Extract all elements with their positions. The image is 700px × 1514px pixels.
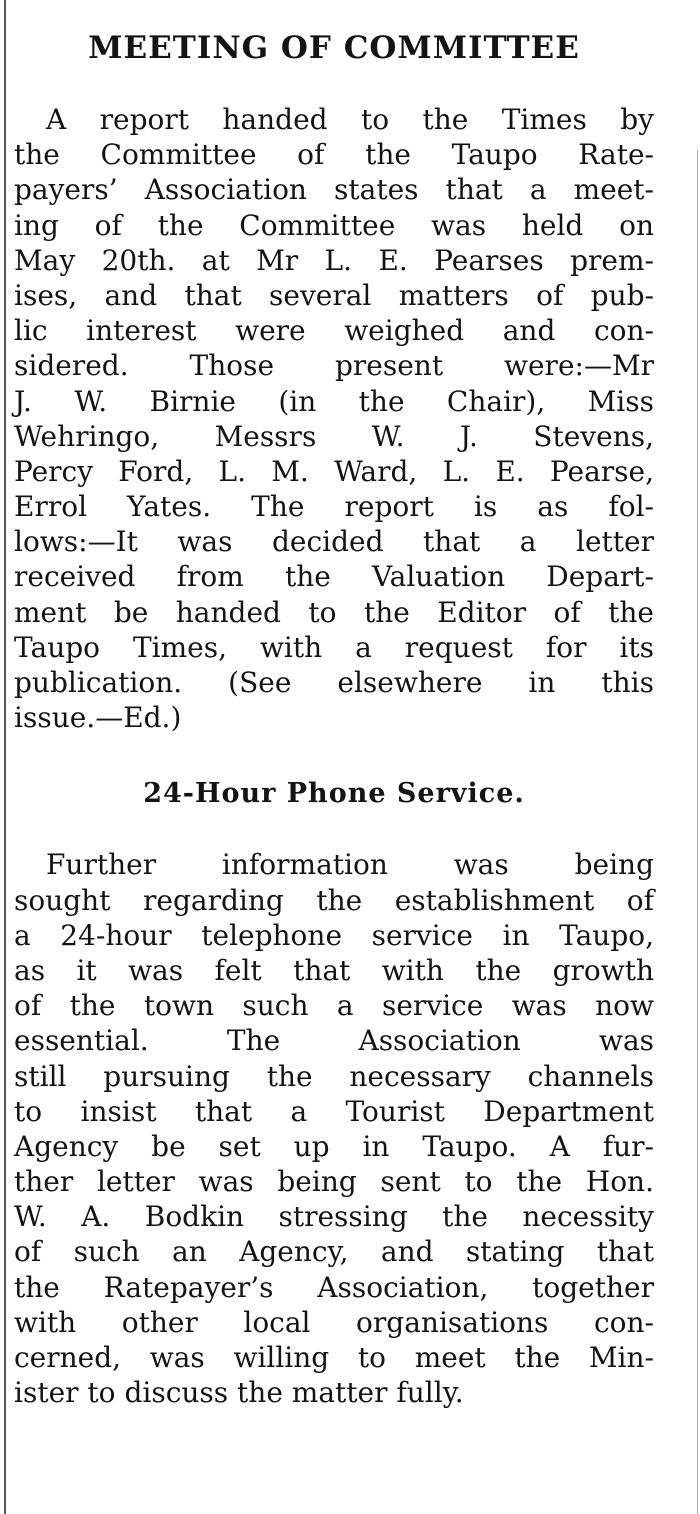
text-line: lows:—It was decided that a letter xyxy=(14,525,654,559)
newspaper-column xyxy=(14,26,654,1410)
article-title: MEETING OF COMMITTEE xyxy=(88,30,580,66)
text-line: to insist that a Tourist Department xyxy=(14,1094,654,1128)
text-line: received from the Valuation Depart- xyxy=(14,560,654,594)
text-line: lic interest were weighed and con- xyxy=(14,314,654,348)
text-line: ing of the Committee was held on xyxy=(14,208,654,242)
text-line: Percy Ford, L. M. Ward, L. E. Pearse, xyxy=(14,454,654,488)
text-line: the Ratepayer’s Association, together xyxy=(14,1270,654,1304)
text-line: sidered. Those present were:—Mr xyxy=(14,349,654,383)
text-line: ises, and that several matters of pub- xyxy=(14,278,654,312)
text-line: ther letter was being sent to the Hon. xyxy=(14,1165,654,1199)
text-line: Agency be set up in Taupo. A fur- xyxy=(14,1129,654,1163)
text-line: A report handed to the Times by xyxy=(46,103,654,136)
text-line: issue.—Ed.) xyxy=(14,701,182,735)
paragraph-1 xyxy=(14,102,654,735)
text-line: May 20th. at Mr L. E. Pearses prem- xyxy=(14,243,654,277)
text-line: as it was felt that with the growth xyxy=(14,953,654,987)
text-line: Taupo Times, with a request for its xyxy=(14,630,654,664)
text-line: payers’ Association states that a meet- xyxy=(14,173,654,207)
text-line: cerned, was willing to meet the Min- xyxy=(14,1341,654,1374)
column-rule-left xyxy=(4,0,6,1514)
text-line: Wehringo, Messrs W. J. Stevens, xyxy=(14,419,654,453)
text-line: ment be handed to the Editor of the xyxy=(14,595,654,629)
text-line: of the town such a service was now xyxy=(14,989,654,1023)
text-line: with other local organisations con- xyxy=(14,1305,654,1339)
text-line: publication. (See elsewhere in this xyxy=(14,666,654,699)
text-line: of such an Agency, and stating that xyxy=(14,1235,654,1269)
paragraph-2 xyxy=(14,847,654,1410)
column-rule-right xyxy=(697,150,698,1514)
text-line: J. W. Birnie (in the Chair), Miss xyxy=(14,384,654,418)
text-line: still pursuing the necessary channels xyxy=(14,1059,654,1093)
text-line: a 24-hour telephone service in Taupo, xyxy=(14,918,654,952)
text-line: sought regarding the establishment of xyxy=(14,883,654,917)
text-line: Further information was being xyxy=(46,848,654,882)
text-line: essential. The Association was xyxy=(14,1024,654,1058)
text-line: Errol Yates. The report is as fol- xyxy=(14,490,654,524)
text-line: the Committee of the Taupo Rate- xyxy=(14,138,654,172)
text-line: W. A. Bodkin stressing the necessity xyxy=(14,1200,654,1234)
section-subheading: 24-Hour Phone Service. xyxy=(143,778,525,810)
text-line: ister to discuss the matter fully. xyxy=(14,1376,464,1410)
